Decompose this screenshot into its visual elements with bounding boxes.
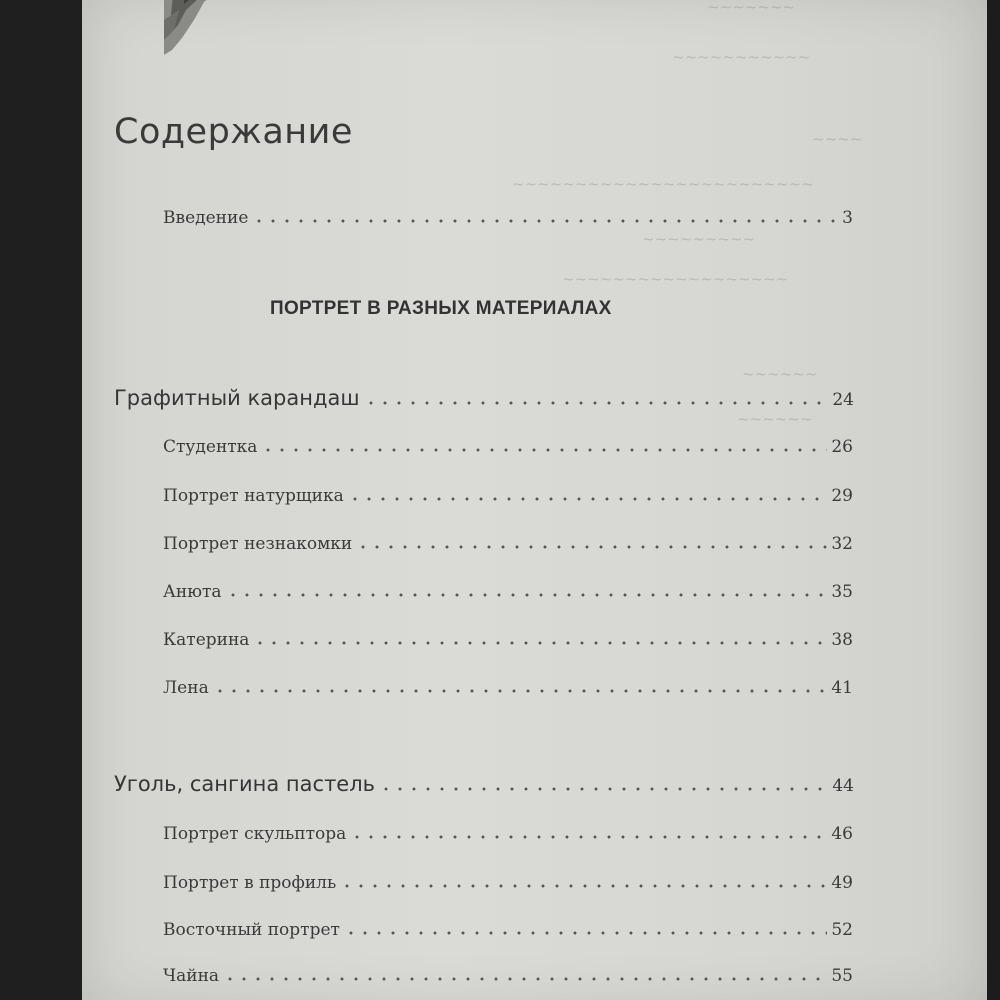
page-edge-shadow bbox=[987, 0, 1000, 1000]
toc-entry-label: Лена bbox=[163, 678, 209, 698]
toc-entry-label: Портрет натурщика bbox=[163, 486, 344, 506]
bleed-through-text: ~~~~~~~~~~~~~~~~~~ bbox=[562, 270, 789, 288]
toc-entry-label: Катерина bbox=[163, 630, 250, 650]
toc-entry-label: Портрет в профиль bbox=[163, 873, 337, 893]
toc-page-number: 29 bbox=[831, 486, 853, 506]
toc-page-number: 26 bbox=[831, 437, 853, 457]
toc-page-number: 49 bbox=[831, 873, 853, 893]
dot-leader bbox=[350, 835, 827, 839]
bleed-through-text: ~~~~~~~~~~~ bbox=[672, 48, 811, 66]
toc-entry bbox=[163, 582, 853, 602]
part-heading: ПОРТРЕТ В РАЗНЫХ МАТЕРИАЛАХ bbox=[270, 298, 612, 319]
toc-entry-label: Студентка bbox=[163, 437, 258, 457]
toc-entry bbox=[163, 920, 853, 940]
dot-leader bbox=[223, 977, 827, 981]
illustration-corner bbox=[164, 0, 254, 60]
dot-leader bbox=[253, 641, 827, 645]
page-title: Содержание bbox=[114, 112, 353, 152]
toc-entry bbox=[163, 966, 853, 986]
dot-leader bbox=[344, 931, 827, 935]
toc-entry-label: Введение bbox=[163, 208, 249, 228]
dot-leader bbox=[348, 497, 828, 501]
bleed-through-text: ~~~~~~~~~~~~~~~~~~~~~~~~ bbox=[512, 175, 814, 193]
dot-leader bbox=[379, 787, 828, 791]
toc-entry-label: Портрет незнакомки bbox=[163, 534, 353, 554]
dot-leader bbox=[356, 545, 827, 549]
toc-chapter bbox=[114, 772, 854, 796]
toc-chapter-label: Уголь, сангина пастель bbox=[114, 772, 376, 796]
toc-entry-label: Анюта bbox=[163, 582, 222, 602]
toc-page-number: 3 bbox=[842, 208, 853, 228]
toc-page-number: 24 bbox=[832, 390, 854, 410]
toc-entry-label: Чайна bbox=[163, 966, 220, 986]
toc-entry bbox=[163, 630, 853, 650]
toc-page-number: 35 bbox=[831, 582, 853, 602]
dot-leader bbox=[364, 401, 829, 405]
toc-chapter-label: Графитный карандаш bbox=[114, 386, 360, 410]
toc-entry-label: Портрет скульптора bbox=[163, 824, 347, 844]
toc-entry bbox=[163, 534, 853, 554]
toc-page-number: 46 bbox=[831, 824, 853, 844]
bleed-through-text: ~~~~~~~~~ bbox=[642, 230, 756, 248]
bleed-through-text: ~~~~~~ bbox=[737, 410, 813, 428]
dot-leader bbox=[261, 448, 827, 452]
bleed-through-text: ~~~~ bbox=[812, 130, 863, 148]
dot-leader bbox=[213, 689, 828, 693]
dot-leader bbox=[252, 219, 838, 223]
toc-entry bbox=[163, 486, 853, 506]
toc-page-number: 38 bbox=[831, 630, 853, 650]
toc-entry bbox=[163, 873, 853, 893]
dot-leader bbox=[340, 884, 827, 888]
toc-page-number: 32 bbox=[831, 534, 853, 554]
toc-page-number: 52 bbox=[831, 920, 853, 940]
dot-leader bbox=[226, 593, 828, 597]
toc-entry-label: Восточный портрет bbox=[163, 920, 340, 940]
toc-page-number: 55 bbox=[831, 966, 853, 986]
toc-chapter bbox=[114, 386, 854, 410]
toc-entry-intro bbox=[163, 208, 853, 228]
toc-page-number: 41 bbox=[831, 678, 853, 698]
toc-entry bbox=[163, 437, 853, 457]
toc-entry bbox=[163, 678, 853, 698]
bleed-through-text: ~~~~~~~ bbox=[707, 0, 795, 16]
bleed-through-text: ~~~~~~ bbox=[742, 365, 818, 383]
toc-page-number: 44 bbox=[832, 776, 854, 796]
toc-entry bbox=[163, 824, 853, 844]
